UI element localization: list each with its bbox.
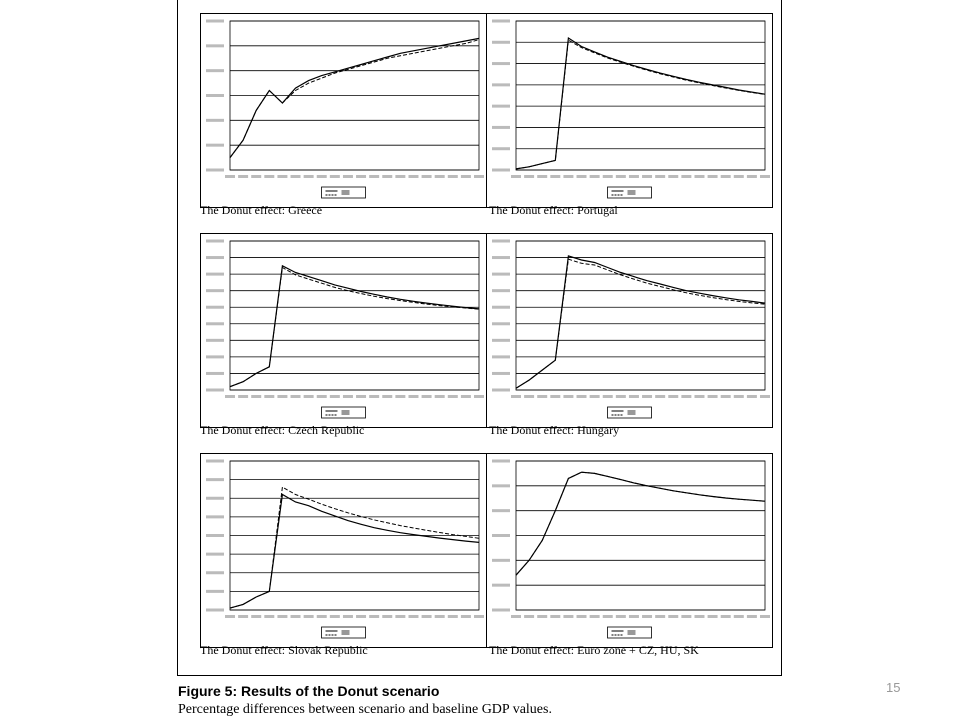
- chart-svg-2: [486, 13, 773, 208]
- y-tick-label: [206, 94, 224, 97]
- x-tick-label: [694, 615, 704, 618]
- x-tick-label: [304, 395, 314, 398]
- y-tick-label: [206, 515, 224, 518]
- x-tick-label: [356, 175, 366, 178]
- x-tick-label: [422, 615, 432, 618]
- y-tick-label: [206, 119, 224, 122]
- x-tick-label: [317, 615, 327, 618]
- y-tick-label: [206, 144, 224, 147]
- chart-caption: The Donut effect: Greece: [200, 203, 323, 217]
- y-tick-label: [492, 584, 510, 587]
- legend-label: [342, 630, 350, 635]
- x-tick-label: [747, 395, 757, 398]
- x-tick-label: [563, 395, 573, 398]
- x-tick-label: [343, 175, 353, 178]
- x-tick-label: [760, 175, 770, 178]
- x-tick-label: [563, 615, 573, 618]
- x-tick-label: [734, 615, 744, 618]
- x-tick-label: [238, 175, 248, 178]
- x-tick-label: [382, 395, 392, 398]
- x-tick-label: [264, 615, 274, 618]
- y-tick-label: [492, 355, 510, 358]
- y-tick-label: [492, 322, 510, 325]
- chart-caption: The Donut effect: Slovak Republic: [200, 643, 368, 657]
- y-tick-label: [206, 372, 224, 375]
- y-tick-label: [206, 534, 224, 537]
- x-tick-label: [537, 615, 547, 618]
- x-tick-label: [408, 615, 418, 618]
- x-tick-label: [734, 395, 744, 398]
- legend-label: [628, 190, 636, 195]
- x-tick-label: [734, 175, 744, 178]
- y-tick-label: [492, 306, 510, 309]
- chart-svg-5: [200, 453, 487, 648]
- x-tick-label: [304, 175, 314, 178]
- x-tick-label: [629, 395, 639, 398]
- y-tick-label: [206, 389, 224, 392]
- x-tick-label: [343, 395, 353, 398]
- legend-label: [342, 190, 350, 195]
- x-tick-label: [616, 395, 626, 398]
- x-tick-label: [408, 395, 418, 398]
- x-tick-label: [629, 175, 639, 178]
- x-tick-label: [422, 395, 432, 398]
- y-tick-label: [492, 62, 510, 65]
- y-tick-label: [492, 126, 510, 129]
- y-tick-label: [492, 339, 510, 342]
- x-tick-label: [448, 395, 458, 398]
- y-tick-label: [206, 355, 224, 358]
- chart-border: [201, 14, 487, 208]
- x-tick-label: [760, 615, 770, 618]
- x-tick-label: [590, 175, 600, 178]
- chart-border: [201, 454, 487, 648]
- x-tick-label: [225, 395, 235, 398]
- x-tick-label: [251, 615, 261, 618]
- x-tick-label: [708, 615, 718, 618]
- y-tick-label: [492, 105, 510, 108]
- legend-label: [342, 410, 350, 415]
- page-number: 15: [886, 680, 901, 695]
- x-tick-label: [356, 615, 366, 618]
- x-tick-label: [395, 175, 405, 178]
- y-tick-label: [492, 460, 510, 463]
- y-tick-label: [206, 169, 224, 172]
- x-tick-label: [655, 615, 665, 618]
- x-tick-label: [694, 395, 704, 398]
- chart-caption: The Donut effect: Czech Republic: [200, 423, 365, 437]
- x-tick-label: [668, 175, 678, 178]
- x-tick-label: [550, 615, 560, 618]
- x-tick-label: [747, 175, 757, 178]
- x-tick-label: [655, 395, 665, 398]
- y-tick-label: [492, 389, 510, 392]
- y-tick-label: [492, 83, 510, 86]
- x-tick-label: [395, 615, 405, 618]
- x-tick-label: [642, 395, 652, 398]
- x-tick-label: [511, 395, 521, 398]
- x-tick-label: [474, 175, 484, 178]
- y-tick-label: [492, 289, 510, 292]
- y-tick-label: [492, 273, 510, 276]
- y-tick-label: [206, 20, 224, 23]
- x-tick-label: [251, 175, 261, 178]
- x-tick-label: [642, 615, 652, 618]
- x-tick-label: [369, 175, 379, 178]
- x-tick-label: [382, 615, 392, 618]
- y-tick-label: [492, 240, 510, 243]
- chart-panel-5: [200, 453, 487, 648]
- figure-subtitle: Percentage differences between scenario and baseline GDP values.: [178, 702, 552, 717]
- x-tick-label: [681, 615, 691, 618]
- chart-svg-6: [486, 453, 773, 648]
- chart-caption: The Donut effect: Euro zone + CZ, HU, SK: [489, 643, 699, 657]
- x-tick-label: [422, 175, 432, 178]
- y-tick-label: [206, 256, 224, 259]
- x-tick-label: [448, 615, 458, 618]
- legend-label: [628, 410, 636, 415]
- x-tick-label: [642, 175, 652, 178]
- x-tick-label: [277, 175, 287, 178]
- y-tick-label: [492, 509, 510, 512]
- x-tick-label: [550, 395, 560, 398]
- y-tick-label: [492, 20, 510, 23]
- x-tick-label: [264, 395, 274, 398]
- x-tick-label: [225, 615, 235, 618]
- x-tick-label: [537, 395, 547, 398]
- y-tick-label: [206, 553, 224, 556]
- x-tick-label: [474, 615, 484, 618]
- x-tick-label: [590, 395, 600, 398]
- chart-svg-1: [200, 13, 487, 208]
- x-tick-label: [369, 615, 379, 618]
- x-tick-label: [330, 175, 340, 178]
- legend-label: [628, 630, 636, 635]
- x-tick-label: [277, 615, 287, 618]
- x-tick-label: [474, 395, 484, 398]
- x-tick-label: [668, 395, 678, 398]
- x-tick-label: [577, 395, 587, 398]
- x-tick-label: [524, 395, 534, 398]
- y-tick-label: [206, 240, 224, 243]
- x-tick-label: [708, 175, 718, 178]
- y-tick-label: [206, 322, 224, 325]
- x-tick-label: [721, 175, 731, 178]
- x-tick-label: [291, 615, 301, 618]
- x-tick-label: [435, 175, 445, 178]
- x-tick-label: [537, 175, 547, 178]
- x-tick-label: [304, 615, 314, 618]
- x-tick-label: [655, 175, 665, 178]
- x-tick-label: [330, 395, 340, 398]
- x-tick-label: [461, 395, 471, 398]
- x-tick-label: [708, 395, 718, 398]
- y-tick-label: [492, 256, 510, 259]
- x-tick-label: [317, 395, 327, 398]
- chart-svg-3: [200, 233, 487, 428]
- x-tick-label: [721, 615, 731, 618]
- chart-border: [487, 454, 773, 648]
- x-tick-label: [668, 615, 678, 618]
- x-tick-label: [461, 175, 471, 178]
- y-tick-label: [206, 306, 224, 309]
- x-tick-label: [382, 175, 392, 178]
- x-tick-label: [760, 395, 770, 398]
- x-tick-label: [616, 175, 626, 178]
- y-tick-label: [492, 41, 510, 44]
- chart-panel-6: [486, 453, 773, 648]
- chart-panel-4: [486, 233, 773, 428]
- x-tick-label: [681, 395, 691, 398]
- x-tick-label: [524, 175, 534, 178]
- x-tick-label: [448, 175, 458, 178]
- x-tick-label: [577, 615, 587, 618]
- y-tick-label: [206, 609, 224, 612]
- y-tick-label: [492, 169, 510, 172]
- x-tick-label: [563, 175, 573, 178]
- x-tick-label: [408, 175, 418, 178]
- x-tick-label: [590, 615, 600, 618]
- chart-border: [201, 234, 487, 428]
- x-tick-label: [721, 395, 731, 398]
- x-tick-label: [343, 615, 353, 618]
- x-tick-label: [747, 615, 757, 618]
- x-tick-label: [511, 615, 521, 618]
- chart-panel-2: [486, 13, 773, 208]
- x-tick-label: [524, 615, 534, 618]
- x-tick-label: [238, 615, 248, 618]
- x-tick-label: [435, 395, 445, 398]
- x-tick-label: [435, 615, 445, 618]
- y-tick-label: [206, 44, 224, 47]
- x-tick-label: [577, 175, 587, 178]
- x-tick-label: [251, 395, 261, 398]
- y-tick-label: [206, 590, 224, 593]
- y-tick-label: [492, 534, 510, 537]
- y-tick-label: [206, 69, 224, 72]
- x-tick-label: [277, 395, 287, 398]
- x-tick-label: [603, 395, 613, 398]
- x-tick-label: [616, 615, 626, 618]
- chart-border: [487, 234, 773, 428]
- x-tick-label: [238, 395, 248, 398]
- chart-svg-4: [486, 233, 773, 428]
- x-tick-label: [291, 175, 301, 178]
- x-tick-label: [317, 175, 327, 178]
- x-tick-label: [681, 175, 691, 178]
- y-tick-label: [206, 460, 224, 463]
- x-tick-label: [629, 615, 639, 618]
- y-tick-label: [492, 609, 510, 612]
- x-tick-label: [395, 395, 405, 398]
- y-tick-label: [206, 571, 224, 574]
- y-tick-label: [206, 339, 224, 342]
- x-tick-label: [461, 615, 471, 618]
- x-tick-label: [550, 175, 560, 178]
- chart-caption: The Donut effect: Hungary: [489, 423, 620, 437]
- x-tick-label: [264, 175, 274, 178]
- figure-title: Figure 5: Results of the Donut scenario: [178, 683, 440, 699]
- chart-panel-1: [200, 13, 487, 208]
- y-tick-label: [492, 147, 510, 150]
- x-tick-label: [225, 175, 235, 178]
- y-tick-label: [206, 273, 224, 276]
- y-tick-label: [206, 497, 224, 500]
- x-tick-label: [603, 615, 613, 618]
- x-tick-label: [330, 615, 340, 618]
- x-tick-label: [694, 175, 704, 178]
- x-tick-label: [356, 395, 366, 398]
- y-tick-label: [492, 372, 510, 375]
- x-tick-label: [291, 395, 301, 398]
- x-tick-label: [603, 175, 613, 178]
- chart-caption: The Donut effect: Portugal: [489, 203, 618, 217]
- y-tick-label: [206, 289, 224, 292]
- y-tick-label: [492, 559, 510, 562]
- y-tick-label: [206, 478, 224, 481]
- chart-panel-3: [200, 233, 487, 428]
- y-tick-label: [492, 484, 510, 487]
- x-tick-label: [511, 175, 521, 178]
- x-tick-label: [369, 395, 379, 398]
